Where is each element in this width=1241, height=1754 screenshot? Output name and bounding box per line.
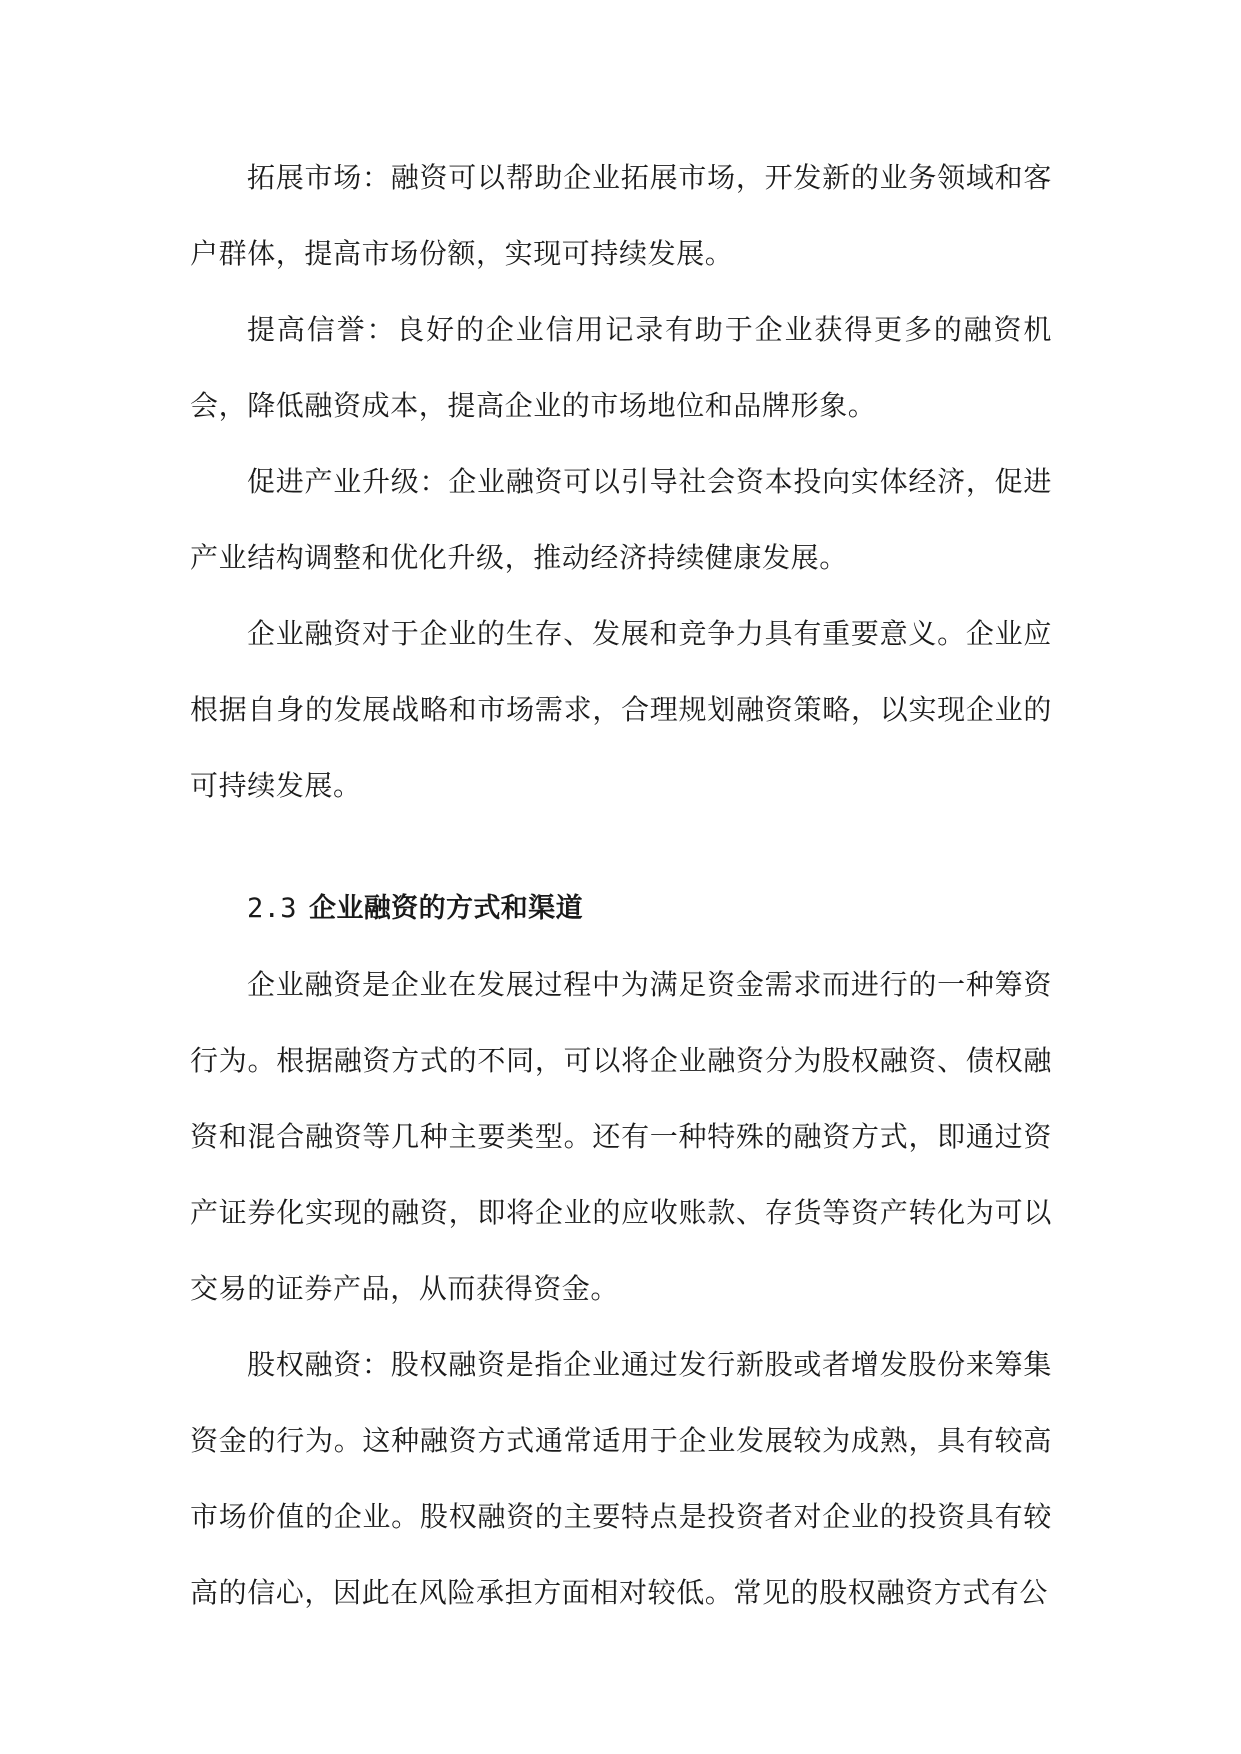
document-body: [190, 140, 1052, 1631]
paragraph-significance-summary: 企业融资对于企业的生存、发展和竞争力具有重要意义。企业应根据自身的发展战略和市场需求，合理规划融资策略，以实现企业的可持续发展。: [190, 617, 1052, 802]
paragraph-equity-financing: 股权融资：股权融资是指企业通过发行新股或者增发股份来筹集资金的行为。这种融资方式通常适用于企业发展较为成熟，具有较高市场价值的企业。股权融资的主要特点是投资者对企业的投资具有较高的信心，因此在风险承担方面相对较低。常见的股权融资方式有公: [190, 1348, 1052, 1609]
section-heading: [190, 871, 1052, 947]
paragraph-improve-credit: 提高信誉：良好的企业信用记录有助于企业获得更多的融资机会，降低融资成本，提高企业的市场地位和品牌形象。: [190, 313, 1052, 422]
paragraph-industry-upgrade: 促进产业升级：企业融资可以引导社会资本投向实体经济，促进产业结构调整和优化升级，推动经济持续健康发展。: [190, 465, 1052, 574]
section-title: 企业融资的方式和渠道: [308, 893, 583, 924]
paragraph-financing-overview: 企业融资是企业在发展过程中为满足资金需求而进行的一种筹资行为。根据融资方式的不同，可以将企业融资分为股权融资、债权融资和混合融资等几种主要类型。还有一种特殊的融资方式，即通过资产证券化实现的融资，即将企业的应收账款、存货等资产转化为可以交易的证券产品，从而获得资金。: [190, 968, 1052, 1305]
paragraph-expand-market: 拓展市场：融资可以帮助企业拓展市场，开发新的业务领域和客户群体，提高市场份额，实现可持续发展。: [190, 161, 1052, 270]
section-number: 2.3: [247, 893, 297, 924]
